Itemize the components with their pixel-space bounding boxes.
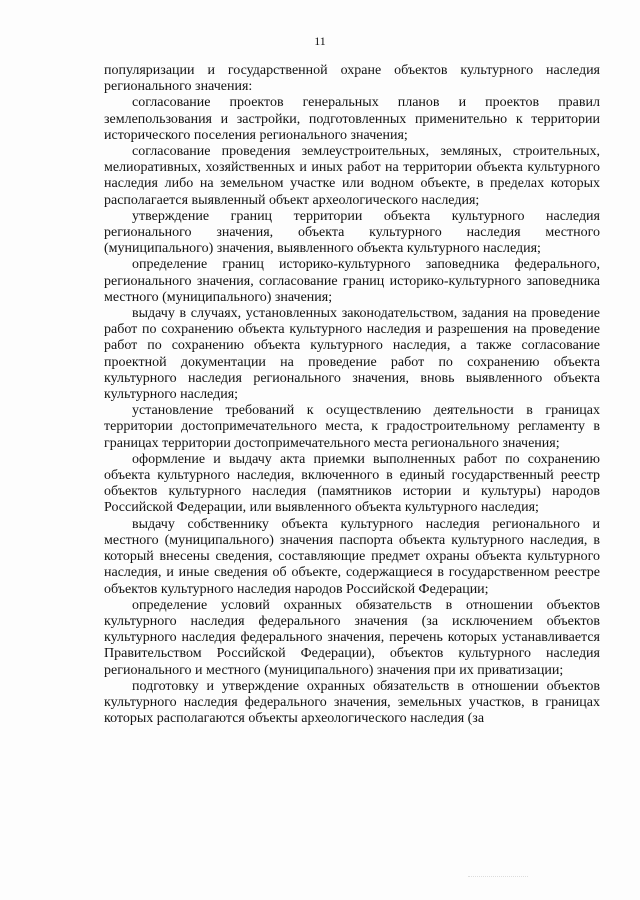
paragraph-protection-conditions: определение условий охранных обязательств в отношении объектов культурного наследия федерального значения (за исключением объектов культурного наследия федерального значения, перечень которых устанавливается Правительством Российской Федерации), объектов культурного наследия регионального и местного (муниципального) значения при их приватизации;: [104, 597, 600, 678]
paragraph-object-passport: выдачу собственнику объекта культурного наследия регионального и местного (муниципального) значения паспорта объекта культурного наследия, в который внесены сведения, составляющие предмет охраны объекта культурного наследия, и иные сведения об объекте, содержащиеся в государственном реестре объектов культурного наследия народов Российской Федерации;: [104, 516, 600, 597]
body-text: [104, 63, 600, 727]
page-number: 11: [314, 34, 326, 48]
paragraph-works-approval: согласование проведения землеустроительных, земляных, строительных, мелиоративных, хозяйственных и иных работ на территории объекта культурного наследия либо на земельном участке или водном объекте, в пределах которых располагается выявленный объект археологического наследия;: [104, 144, 600, 208]
paragraph-general-plans-approval: согласование проектов генеральных планов и проектов правил землепользования и застройки, подготовленных применительно к территории исторического поселения регионального значения;: [104, 95, 600, 143]
paragraph-protection-obligations: подготовку и утверждение охранных обязательств в отношении объектов культурного наследия федерального значения, земельных участков, в границах которых располагаются объекты археологического наследия (за: [104, 678, 600, 727]
paragraph-works-permits: выдачу в случаях, установленных законодательством, задания на проведение работ по сохранению объекта культурного наследия и разрешения на проведение работ по сохранению объекта культурного наследия, а также согласование проектной документации на проведение работ по сохранению объекта культурного наследия регионального значения, вновь выявленного объекта культурного наследия;: [104, 306, 600, 403]
paragraph-territory-borders: утверждение границ территории объекта культурного наследия регионального значения, объекта культурного наследия местного (муниципального) значения, выявленного объекта культурного наследия;: [104, 208, 600, 257]
paragraph-reserve-borders: определение границ историко-культурного заповедника федерального, регионального значения, согласование границ историко-культурного заповедника местного (муниципального) значения;: [104, 257, 600, 305]
paragraph-continuation: популяризации и государственной охране объектов культурного наследия регионального значения:: [104, 63, 600, 95]
scan-artifact: [468, 876, 528, 879]
paragraph-acceptance-act: оформление и выдачу акта приемки выполненных работ по сохранению объекта культурного наследия, включенного в единый государственный реестр объектов культурного наследия (памятников истории и культуры) народов Российской Федерации, или выявленного объекта культурного наследия;: [104, 451, 600, 516]
paragraph-landmark-requirements: установление требований к осуществлению деятельности в границах территории достопримечательного места, к градостроительному регламенту в границах территории достопримечательного места регионального значения;: [104, 403, 600, 451]
